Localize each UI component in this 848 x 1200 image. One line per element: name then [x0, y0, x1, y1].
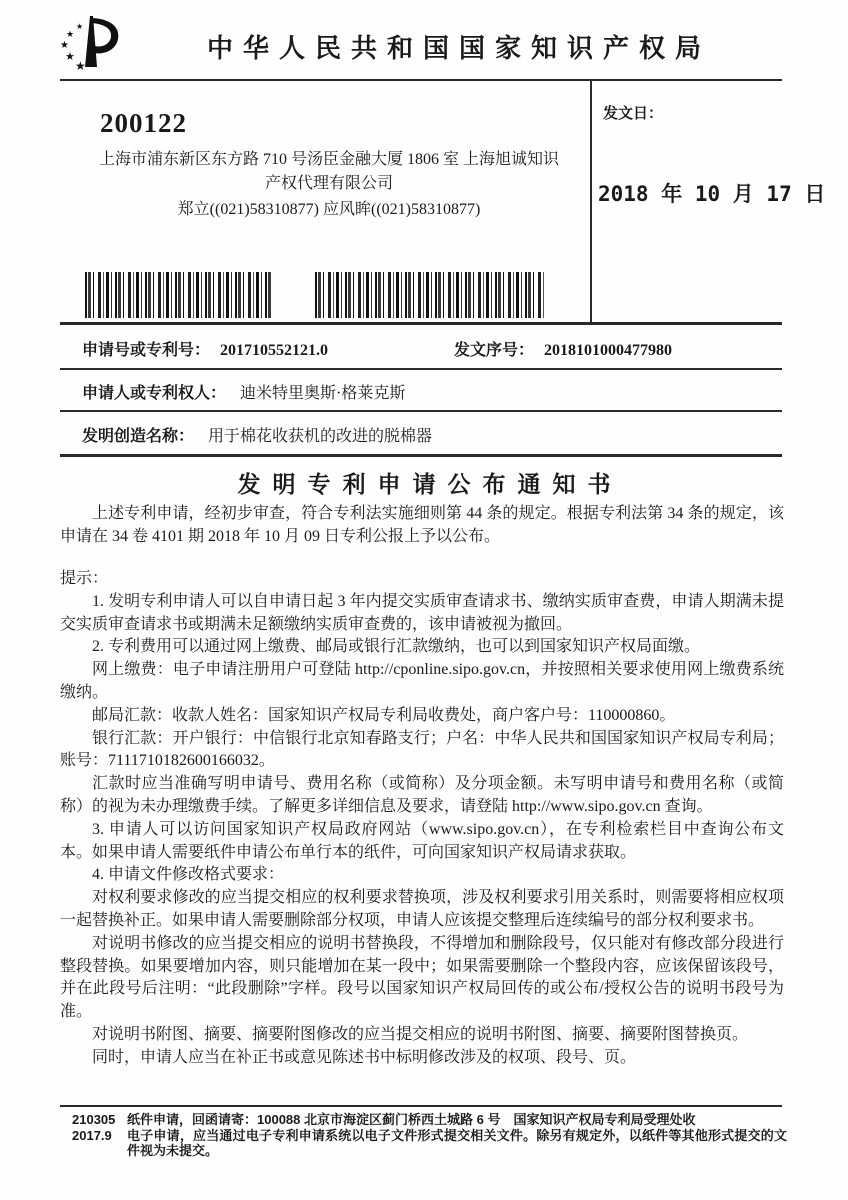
dispatch-date-label: 发文日： — [603, 105, 664, 122]
dispatch-serial-group — [454, 337, 672, 360]
dispatch-serial-label: 发文序号： — [454, 342, 535, 359]
footer-instructions — [127, 1112, 787, 1159]
svg-text:★: ★ — [76, 22, 84, 31]
tip-paragraph: 网上缴费：电子申请注册用户可登陆 http://cponline.sipo.gov.cn，并按照相关要求使用网上缴费系统缴纳。 — [60, 661, 784, 701]
recipient-contacts: 郑立((021)58310877) 应风眸((021)58310877) — [177, 201, 481, 218]
recipient-address: 上海市浦东新区东方路 710 号汤臣金融大厦 1806 室 上海旭诚知识产权代理有限公司 — [98, 151, 559, 192]
footer-doc-codes — [72, 1112, 124, 1143]
application-number-label: 申请号或专利号： — [82, 342, 211, 359]
applicant-value: 迪米特里奥斯·格莱克斯 — [240, 385, 406, 402]
row-divider-3 — [60, 454, 782, 457]
invention-title-value: 用于棉花收获机的改进的脱棉器 — [208, 428, 433, 445]
dispatch-serial-value: 2018101000477980 — [544, 342, 673, 359]
tip-paragraph: 对说明书修改的应当提交相应的说明书替换段，不得增加和删除段号，仅只能对有修改部分段进行整段替换。如果要增加内容，则只能增加在某一段中；如果需要删除一个整段内容，应该保留该段号，并在此段号后注明：“此段删除”字样。段号以国家知识产权局回传的或公布/授权公告的说明书段号为准。 — [60, 934, 784, 1021]
notice-body: 上述专利申请，经初步审查，符合专利法实施细则第 44 条的规定。根据专利法第 34 条的规定，该申请在 34 卷 4101 期 2018 年 10 月 09 日专利公报上予以公布。 — [60, 505, 784, 545]
tips-section — [60, 568, 784, 1070]
application-number-value: 201710552121.0 — [220, 342, 329, 359]
tip-paragraph: 邮局汇款：收款人姓名：国家知识产权局专利局收费处，商户客户号：110000860。 — [92, 706, 676, 724]
tips-label: 提示： — [60, 570, 109, 587]
svg-text:★: ★ — [60, 40, 69, 51]
tip-paragraph: 4. 申请文件修改格式要求： — [92, 866, 285, 884]
footer-doc-version: 2017.9 — [72, 1127, 112, 1143]
section-divider-top — [60, 322, 782, 325]
recipient-postal-code: 200122 — [100, 108, 187, 138]
tip-paragraph: 2. 专利费用可以通过网上缴费、邮局或银行汇款缴纳，也可以到国家知识产权局面缴。 — [92, 638, 701, 656]
application-number-row — [82, 337, 782, 360]
barcode-right — [315, 272, 545, 318]
date-box-divider — [590, 79, 592, 324]
footer-electronic-line: 电子申请，应当通过电子专利申请系统以电子文件形式提交相关文件。除另有规定外，以纸件等其他形式提交的文件视为未提交。 — [127, 1127, 787, 1158]
row-divider-1 — [60, 368, 782, 370]
footer-divider — [60, 1105, 782, 1107]
tip-paragraph: 1. 发明专利申请人可以自申请日起 3 年内提交实质审查请求书、缴纳实质审查费，申请人期满未提交实质审查请求书或期满未足额缴纳实质审查费的，该申请被视为撤回。 — [60, 592, 784, 633]
tip-paragraph: 银行汇款：开户银行：中信银行北京知春路支行；户名：中华人民共和国国家知识产权局专利局；账号：7111710182600166032。 — [60, 729, 784, 770]
svg-text:★: ★ — [65, 50, 75, 63]
tip-paragraph: 汇款时应当准确写明申请号、费用名称（或简称）及分项金额。未写明申请号和费用名称（或简称）的视为未办理缴费手续。了解更多详细信息及要求，请登陆 http://www.sipo.gov.cn 查询。 — [60, 775, 784, 815]
applicant-row — [82, 380, 782, 403]
tip-paragraph: 3. 申请人可以访问国家知识产权局政府网站（www.sipo.gov.cn），在专利检索栏目中查询公布文本。如果申请人需要纸件申请公布单行本的纸件，可向国家知识产权局请求获取。 — [60, 820, 784, 861]
footer-doc-code: 210305 — [72, 1112, 116, 1127]
office-name: 中华人民共和国国家知识产权局 — [206, 33, 711, 63]
row-divider-2 — [60, 410, 782, 412]
footer-paper-line: 纸件申请，回函请寄：100088 北京市海淀区蓟门桥西土城路 6 号 国家知识产权局专利局受理处收 — [127, 1112, 696, 1127]
tip-paragraph: 同时，申请人应当在补正书或意见陈述书中标明修改涉及的权项、段号、页。 — [92, 1048, 637, 1066]
barcode-left — [85, 272, 273, 318]
tip-paragraph: 对说明书附图、摘要、摘要附图修改的应当提交相应的说明书附图、摘要、摘要附图替换页。 — [92, 1025, 749, 1043]
invention-title-label: 发明创造名称： — [82, 428, 195, 445]
applicant-label: 申请人或专利权人： — [82, 385, 227, 402]
svg-text:★: ★ — [66, 30, 75, 40]
invention-title-row — [82, 423, 782, 446]
header-divider — [60, 79, 782, 81]
notice-title: 发明专利申请公布通知书 — [237, 471, 623, 497]
dispatch-date-value: 2018 年 10 月 17 日 — [598, 182, 826, 206]
tip-paragraph: 对权利要求修改的应当提交相应的权利要求替换项，涉及权利要求引用关系时，则需要将相应权项一起替换补正。如果申请人需要删除部分权项，申请人应该提交整理后连续编号的部分权利要求书。 — [60, 889, 784, 929]
svg-text:★: ★ — [75, 59, 86, 73]
